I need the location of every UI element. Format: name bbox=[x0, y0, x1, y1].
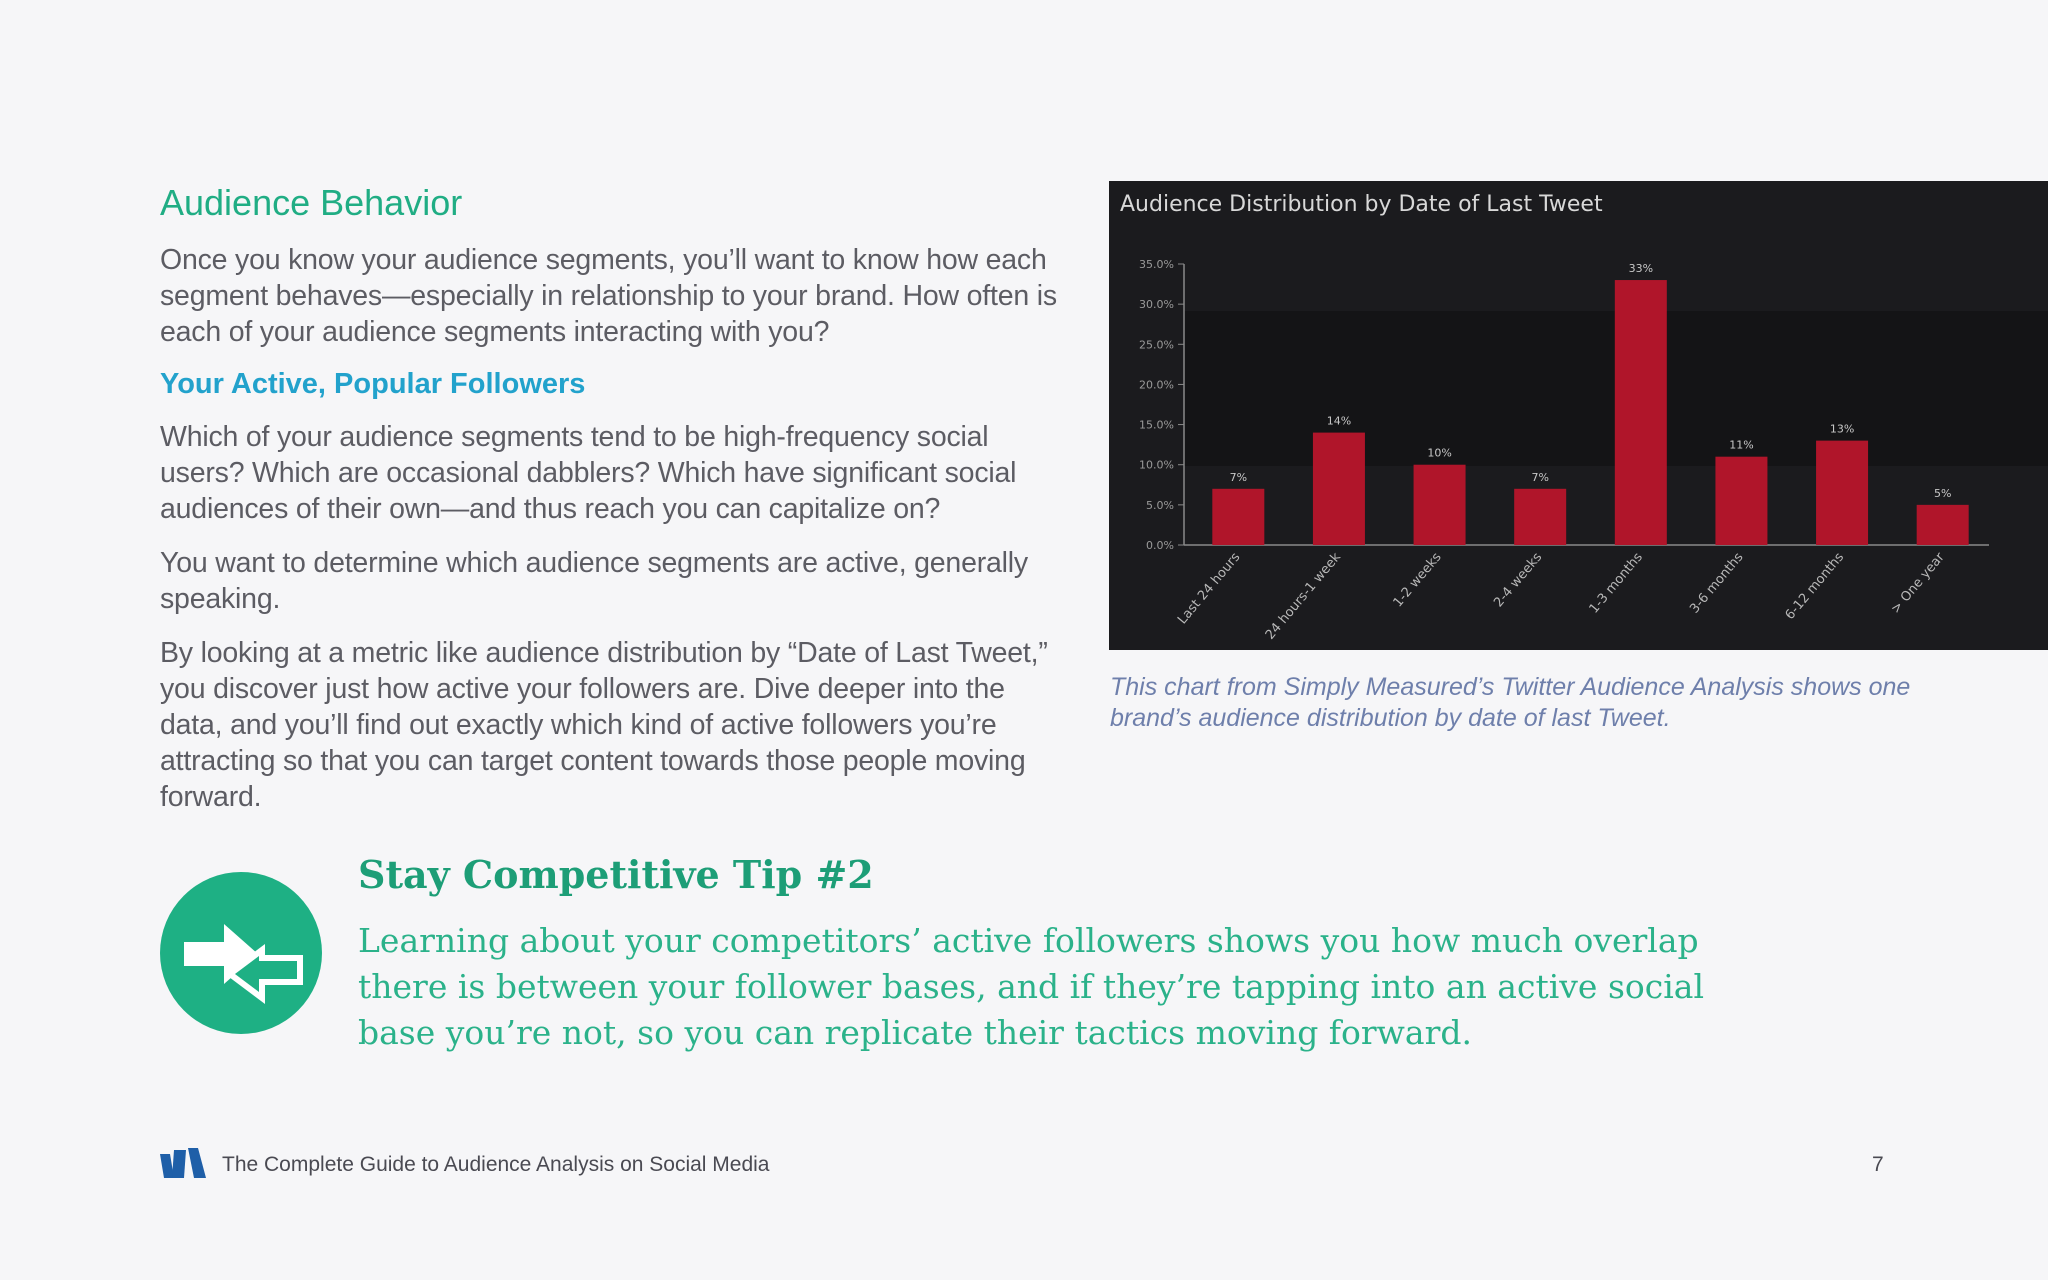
main-text-column bbox=[160, 182, 1060, 833]
bar bbox=[1816, 441, 1868, 545]
bar bbox=[1212, 489, 1264, 545]
y-tick-label: 35.0% bbox=[1139, 258, 1174, 271]
bar bbox=[1514, 489, 1566, 545]
bar-value-label: 7% bbox=[1229, 470, 1248, 484]
x-tick-label: 24 hours-1 week bbox=[1262, 549, 1345, 643]
tip-title: Stay Competitive Tip #2 bbox=[358, 852, 874, 897]
bar bbox=[1313, 433, 1365, 545]
y-tick-label: 10.0% bbox=[1139, 458, 1174, 472]
bar-value-label: 5% bbox=[1933, 486, 1952, 500]
y-tick-label: 25.0% bbox=[1139, 338, 1174, 352]
y-tick-label: 0.0% bbox=[1146, 539, 1174, 552]
paragraph-1: Which of your audience segments tend to be high-frequency social users? Which are occasional dabblers? Which have significant social audiences of their own—and thus reach you can capitalize on? bbox=[160, 421, 1017, 525]
tip-body: Learning about your competitors’ active followers shows you how much overlap there is between your follower bases, and if they’re tapping into an active social base you’re not, so you can replicate their tactics moving forward. bbox=[358, 921, 1705, 1052]
bar bbox=[1917, 505, 1969, 545]
x-tick-label: 3-6 months bbox=[1687, 549, 1747, 617]
y-tick-label: 5.0% bbox=[1146, 498, 1174, 512]
chart-svg bbox=[1109, 181, 2048, 650]
chart-title: Audience Distribution by Date of Last Tweet bbox=[1120, 192, 1603, 217]
y-tick-label: 15.0% bbox=[1139, 418, 1174, 432]
bar-value-label: 33% bbox=[1628, 262, 1654, 276]
bar-value-label: 14% bbox=[1326, 414, 1352, 428]
y-tick-label: 20.0% bbox=[1139, 378, 1174, 392]
section-heading: Audience Behavior bbox=[160, 182, 463, 223]
bar-value-label: 7% bbox=[1531, 470, 1549, 484]
intro-paragraph: Once you know your audience segments, you’ll want to know how each segment behaves—especially in relationship to your brand. How often is each of your audience segments interacting with you? bbox=[160, 244, 1057, 348]
bar bbox=[1414, 465, 1466, 545]
bar-value-label: 11% bbox=[1729, 438, 1754, 452]
x-tick-label: > One year bbox=[1888, 549, 1948, 617]
x-tick-label: Last 24 hours bbox=[1175, 549, 1244, 628]
paragraph-3: By looking at a metric like audience distribution by “Date of Last Tweet,” you discover just how active your followers are. Dive deeper into the data, and you’ll find out exactly which kind of active followers you’re attracting so that you can target content towards those people moving forward. bbox=[160, 637, 1048, 813]
bar bbox=[1715, 457, 1767, 545]
x-tick-label: 6-12 months bbox=[1782, 549, 1848, 623]
bar-chart bbox=[1109, 181, 2048, 650]
footer-title: The Complete Guide to Audience Analysis on Social Media bbox=[222, 1153, 770, 1176]
sub-heading: Your Active, Popular Followers bbox=[160, 368, 586, 400]
bar bbox=[1615, 280, 1667, 545]
x-axis-labels bbox=[1175, 549, 1948, 642]
x-tick-label: 2-4 weeks bbox=[1491, 549, 1546, 611]
paragraph-2: You want to determine which audience segments are active, generally speaking. bbox=[160, 547, 1028, 615]
y-tick-label: 30.0% bbox=[1139, 298, 1174, 312]
bar-value-label: 10% bbox=[1427, 446, 1452, 460]
chart-caption: This chart from Simply Measured’s Twitter Audience Analysis shows one brand’s audience distribution by date of last Tweet. bbox=[1110, 673, 1911, 732]
simply-measured-logo bbox=[160, 1148, 206, 1180]
exchange-arrows-icon bbox=[160, 872, 322, 1034]
page-number: 7 bbox=[1872, 1153, 1884, 1176]
bar-value-label: 13% bbox=[1829, 422, 1855, 436]
x-tick-label: 1-2 weeks bbox=[1390, 549, 1445, 611]
x-tick-label: 1-3 months bbox=[1586, 549, 1646, 617]
